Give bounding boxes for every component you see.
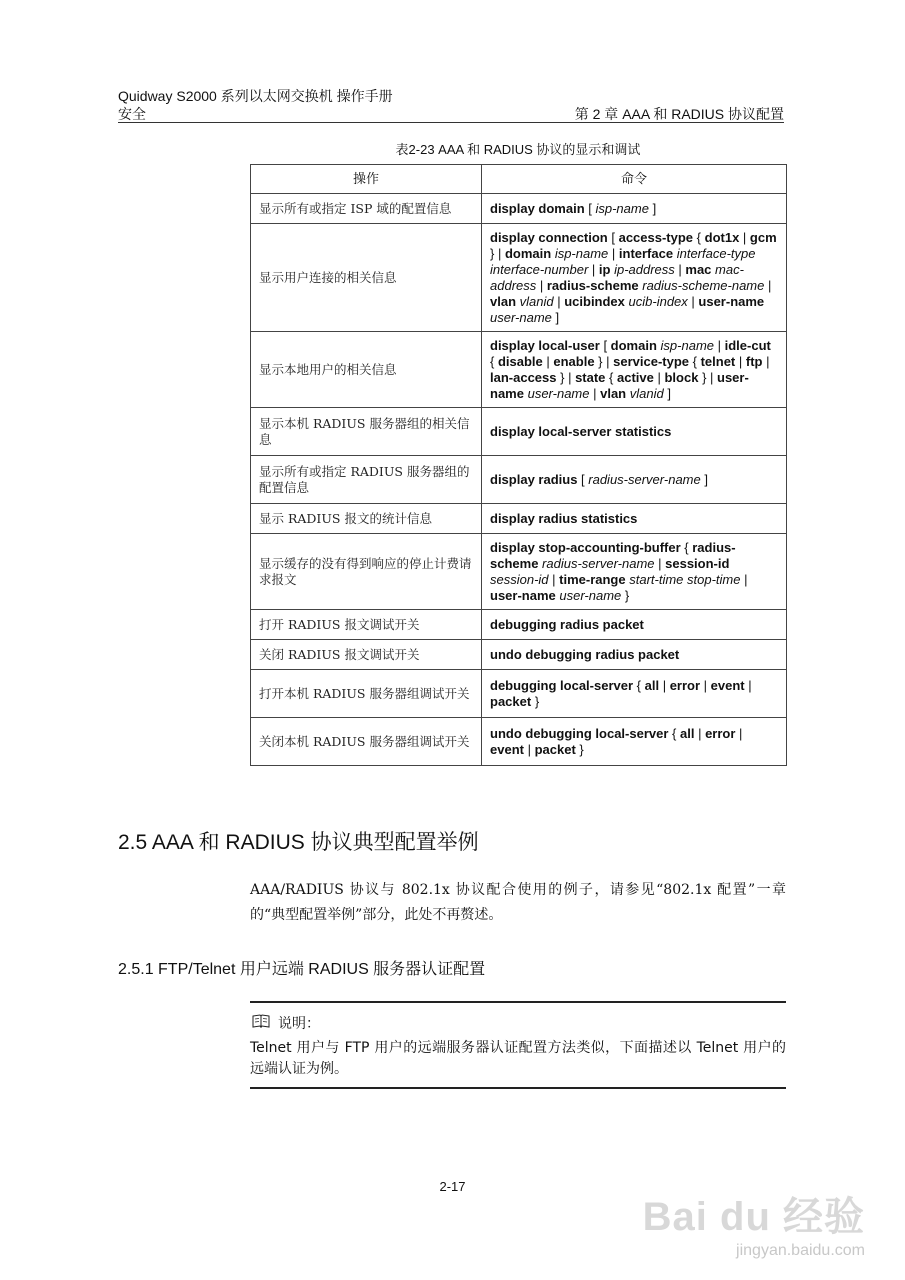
command-keyword: mac [685,261,712,277]
command-cell [482,640,787,670]
baidu-jingyan-watermark [643,1185,865,1260]
command-parameter: ucib-index [628,293,688,309]
command-parameter: ip-address [614,261,675,277]
operation-cell: 显示所有或指定 RADIUS 服务器组的配置信息 [251,456,482,504]
operation-cell: 打开本机 RADIUS 服务器组调试开关 [251,670,482,718]
command-punctuation: { [668,725,680,741]
header-row [118,104,784,124]
command-keyword: state [575,369,606,385]
command-punctuation: ] [663,385,671,401]
command-keyword: user-name [490,369,749,401]
command-cell [482,718,787,766]
command-cell [482,504,787,534]
command-punctuation: | [687,293,699,309]
table-caption: 表2-23 AAA 和 RADIUS 协议的显示和调试 [395,142,641,157]
command-punctuation: | [553,293,565,309]
command-punctuation: [ [584,200,596,216]
command-punctuation: | [740,571,748,587]
command-punctuation: | [548,571,560,587]
command-keyword: display stop-accounting-buffer [490,539,681,555]
command-punctuation: { [693,229,705,245]
command-keyword: user-name [698,293,765,309]
command-keyword: active [617,369,654,385]
subsection-title: 2.5.1 FTP/Telnet 用户远端 RADIUS 服务器认证配置 [118,961,486,978]
command-punctuation: | [764,277,772,293]
command-parameter: start-time stop-time [629,571,741,587]
command-keyword: event [490,741,524,757]
table-row [251,194,787,224]
page-number: 2-17 [439,1179,466,1194]
table-row [251,610,787,640]
operation-cell: 显示本地用户的相关信息 [251,332,482,408]
command-keyword: error [669,677,701,693]
command-punctuation: } | [698,369,718,385]
command-keyword: display radius [490,471,578,487]
note-bottom-rule [250,1087,786,1089]
command-keyword: telnet [700,353,736,369]
command-keyword: idle-cut [724,337,771,353]
command-keyword: all [680,725,695,741]
section-title: 2.5 AAA 和 RADIUS 协议典型配置举例 [118,831,479,854]
command-keyword: radius-scheme [490,539,736,571]
command-punctuation: ] [551,309,560,325]
command-cell [482,534,787,610]
command-cell [482,670,787,718]
header-section: 安全 [118,106,146,122]
command-cell [482,224,787,332]
command-cell [482,456,787,504]
command-keyword: display connection [490,229,608,245]
command-punctuation: | [653,369,665,385]
command-punctuation: | [762,353,770,369]
command-keyword: disable [497,353,543,369]
command-punctuation: [ [607,229,619,245]
note-top-rule [250,1001,786,1003]
command-parameter: radius-scheme-name [642,277,765,293]
command-keyword: block [664,369,699,385]
command-punctuation: } | [556,369,576,385]
section-paragraph: AAA/RADIUS 协议与 802.1x 协议配合使用的例子，请参见“802.1x 配置”一章的“典型配置举例”部分，此处不再赘述。 [250,882,786,923]
command-parameter: user-name [490,309,552,325]
command-keyword: access-type [618,229,694,245]
table-row [251,408,787,456]
command-keyword: service-type [613,353,690,369]
command-punctuation: } [531,693,540,709]
command-cell [482,408,787,456]
command-keyword: packet [534,741,576,757]
command-punctuation: | [674,261,686,277]
command-punctuation: | [536,277,547,293]
operation-cell: 显示所有或指定 ISP 域的配置信息 [251,194,482,224]
note-header [252,1013,320,1033]
command-keyword: packet [490,693,532,709]
operation-cell: 显示 RADIUS 报文的统计信息 [251,504,482,534]
command-keyword: ftp [745,353,763,369]
command-keyword: interface [618,245,674,261]
command-parameter: vlanid [519,293,554,309]
command-punctuation: | [735,353,746,369]
command-punctuation: } | [490,245,505,261]
operation-cell: 关闭本机 RADIUS 服务器组调试开关 [251,718,482,766]
command-keyword: undo debugging local-server [490,725,669,741]
column-header-command: 命令 [482,165,787,194]
table-header-row [251,165,787,194]
watermark-brand: Bai du 经验 [642,1195,865,1239]
command-keyword: session-id [665,555,730,571]
command-parameter: radius-server-name [542,555,655,571]
command-keyword: domain [504,245,552,261]
table-row [251,670,787,718]
table-row [251,332,787,408]
command-keyword: all [644,677,660,693]
command-keyword: time-range [559,571,626,587]
command-keyword: ucibindex [564,293,625,309]
command-punctuation: ] [700,471,708,487]
command-keyword: event [710,677,745,693]
command-punctuation: [ [599,337,611,353]
command-punctuation: { [689,353,701,369]
command-keyword: vlan [490,293,517,309]
note-label: 说明： [278,1016,320,1032]
table-row [251,640,787,670]
command-keyword: gcm [749,229,777,245]
command-cell [482,332,787,408]
command-parameter: user-name [527,385,590,401]
watermark-logo [643,1185,865,1242]
operation-cell: 显示缓存的没有得到响应的停止计费请求报文 [251,534,482,610]
command-punctuation: ] [648,200,657,216]
command-punctuation: | [654,555,666,571]
command-parameter: session-id [490,571,549,587]
command-punctuation: | [744,677,752,693]
table-row [251,504,787,534]
command-keyword: ip [598,261,611,277]
command-keyword: dot1x [704,229,740,245]
command-keyword: display radius statistics [490,510,638,526]
command-parameter: user-name [559,587,622,603]
command-parameter: mac-address [490,261,744,293]
table-row [251,534,787,610]
command-punctuation: | [542,353,554,369]
command-cell [482,194,787,224]
operation-cell: 关闭 RADIUS 报文调试开关 [251,640,482,670]
command-punctuation: | [608,245,619,261]
command-keyword: debugging local-server [490,677,634,693]
command-keyword: display domain [490,200,585,216]
command-keyword: vlan [600,385,627,401]
command-parameter: isp-name [595,200,649,216]
command-keyword: debugging radius packet [490,616,644,632]
command-punctuation: { [680,539,693,555]
command-punctuation: | [735,725,743,741]
table-row [251,456,787,504]
command-keyword: domain [610,337,657,353]
table-row [251,718,787,766]
operation-cell: 打开 RADIUS 报文调试开关 [251,610,482,640]
note-body: Telnet 用户与 FTP 用户的远端服务器认证配置方法类似，下面描述以 Telnet 用户的远端认证为例。 [250,1040,786,1077]
operation-cell: 显示用户连接的相关信息 [251,224,482,332]
command-keyword: user-name [490,587,556,603]
command-punctuation: [ [577,471,589,487]
command-punctuation: | [659,677,670,693]
command-punctuation: } | [594,353,614,369]
command-punctuation: | [714,337,725,353]
column-header-operation: 操作 [251,165,482,194]
command-punctuation: | [588,261,599,277]
header-title: Quidway S2000 系列以太网交换机 操作手册 [118,88,393,104]
command-keyword: error [705,725,736,741]
command-punctuation: { [605,369,617,385]
command-punctuation: | [589,385,601,401]
command-parameter: vlanid [629,385,664,401]
command-cell [482,610,787,640]
command-keyword: display local-server statistics [490,423,672,439]
command-parameter: isp-name [554,245,609,261]
command-punctuation: | [523,741,535,757]
command-keyword: radius-scheme [546,277,639,293]
command-punctuation: { [490,353,498,369]
header-chapter: 第 2 章 AAA 和 RADIUS 协议配置 [574,106,784,122]
command-keyword: display local-user [490,337,600,353]
command-punctuation: | [700,677,711,693]
command-punctuation: { [633,677,645,693]
operation-cell: 显示本机 RADIUS 服务器组的相关信息 [251,408,482,456]
command-parameter: interface-type interface-number [490,245,756,277]
watermark-url: jingyan.baidu.com [736,1242,865,1259]
command-punctuation: | [739,229,750,245]
command-punctuation: } [575,741,584,757]
command-keyword: undo debugging radius packet [490,646,680,662]
command-punctuation: | [694,725,706,741]
command-punctuation: } [621,587,630,603]
command-parameter: isp-name [660,337,714,353]
command-table [250,164,787,766]
command-parameter: radius-server-name [588,471,701,487]
book-icon [252,1014,270,1032]
command-keyword: enable [553,353,595,369]
table-row [251,224,787,332]
command-keyword: lan-access [490,369,557,385]
header-divider [118,122,784,123]
